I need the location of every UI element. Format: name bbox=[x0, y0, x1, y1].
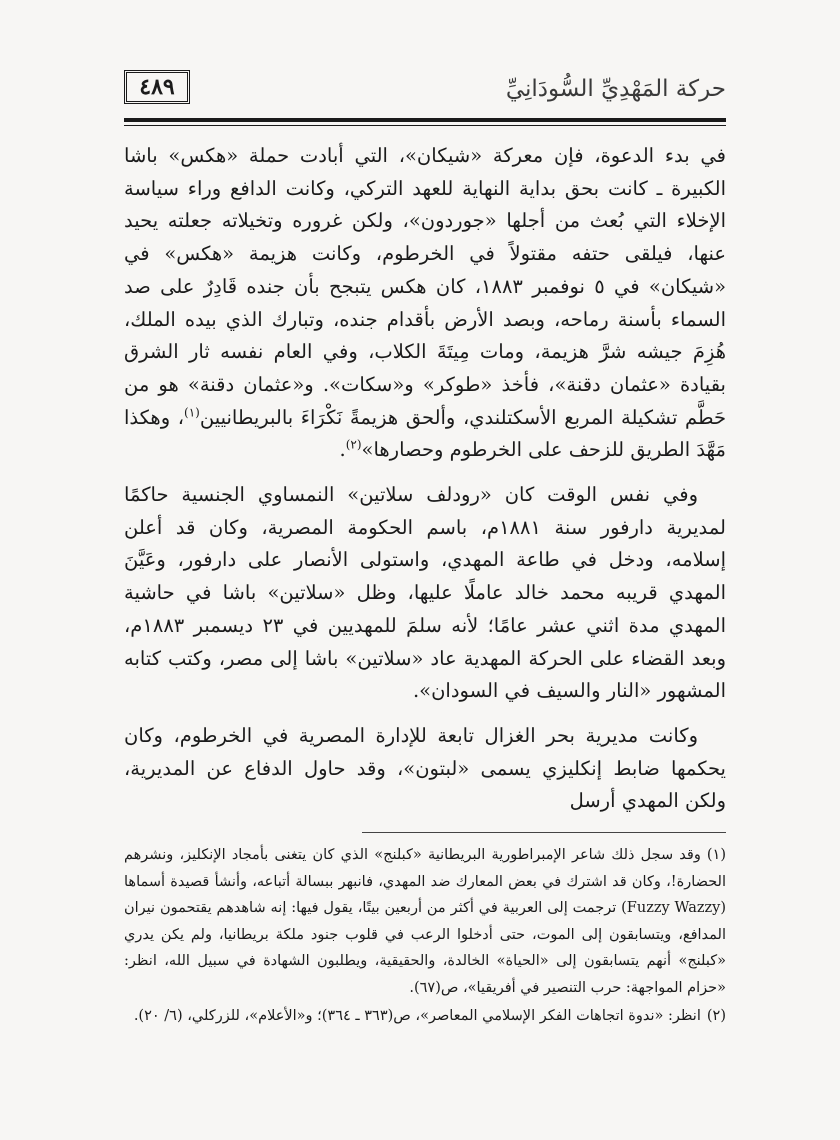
paragraph-3: وكانت مديرية بحر الغزال تابعة للإدارة المصرية في الخرطوم، وكان يحكمها ضابط إنكليزي يسمى «لبتون»، وقد حاول الدفاع عن المديرية، ولكن المهدي أرسل bbox=[124, 723, 726, 813]
running-title: حركة المَهْدِيِّ السُّودَانِيِّ bbox=[505, 76, 726, 102]
footnote-mark: (٢) bbox=[706, 1008, 726, 1024]
footnote-2: (٢)انظر: «ندوة اتجاهات الفكر الإسلامي المعاصر»، ص(٣٦٣ ـ ٣٦٤)؛ و«الأعلام»، للزركلي، (٦/ ٢٠). bbox=[133, 1008, 726, 1024]
footnotes bbox=[124, 842, 726, 1032]
main-text bbox=[124, 140, 726, 830]
header-rule-thin bbox=[124, 125, 726, 126]
footnote-mark: (١) bbox=[706, 847, 726, 863]
paragraph-2: وفي نفس الوقت كان «رودلف سلاتين» النمساوي الجنسية حاكمًا لمديرية دارفور سنة ١٨٨١م، باسم الحكومة المصرية، وكان قد أعلن إسلامه، ودخل في طاعة المهدي، واستولى الأنصار على دارفور، وعَيَّنَ المهدي قريبه محمد خالد عاملًا عليها، وظل «سلاتين» باشا في حاشية المهدي مدة اثني عشر عامًا؛ لأنه سلمَ للمهديين في ٢٣ ديسمبر ١٨٨٣م، وبعد القضاء على الحركة المهدية عاد «سلاتين» باشا إلى مصر، وكتب كتابه المشهور «النار والسيف في السودان». bbox=[124, 483, 727, 703]
footnote-separator bbox=[362, 832, 726, 833]
footnote-ref-1: (١) bbox=[184, 405, 200, 420]
paragraph-1: في بدء الدعوة، فإن معركة «شيكان»، التي أبادت حملة «هكس» باشا الكبيرة ـ كانت بحق بداية النهاية للعهد التركي، وكانت الدافع وراء سياسة الإخلاء التي بُعث من أجلها «جوردون»، ولكن غروره وتخيلاته جعلته يحيد عنها، فيلقى حتفه مقتولاً في الخرطوم، وكانت هزيمة «هكس» في «شيكان» في ٥ نوفمبر ١٨٨٣، كان هكس يتبجح بأن جنده قَادِرٌ على صد السماء بأسنة رماحه، وبصد الأرض بأقدام جنده، وتبارك الذي بيده الملك، هُزِمَ جيشه شرَّ هزيمة، ومات مِيتَةَ الكلاب، وفي العام نفسه ثار الشرق بقيادة «عثمان دقنة»، فأخذ «طوكر» و«سكات». و«عثمان دقنة» هو من حَطَّم تشكيلة المربع الأسكتلندي، وألحق هزيمةً نَكْرَاءَ بالبريطانيين$^{(١)}$، وهكذا مَهَّدَ الطريق للزحف على الخرطوم وحصارها»$^{(٢)}$. bbox=[124, 144, 727, 462]
footnote-1: (١)وقد سجل ذلك شاعر الإمبراطورية البريطانية «كبلنج» الذي كان يتغنى بأمجاد الإنكليز، ونشرهم الحضارة!، وكان قد اشترك في بعض المعارك ضد المهدي، فانبهر ببسالة أتباعه، وأنشأ قصيدة أسماها (Fuzzy Wazzy) ترجمت إلى العربية في أكثر من أربعين بيتًا، يقول فيها: إنه شاهدهم يقتحمون نيران المدافع، ويتسابقون إلى الموت، حتى أدخلوا الرعب في قلوب جنود ملكة بريطانيا، ولم يكن يدري «كبلنج» أنهم يتسابقون إلى «الحياة» الخالدة، والحقيقية، ويطلبون الشهادة في سبيل الله، انظر: «حزام المواجهة: حرب التنصير في أفريقيا»، ص(٦٧). bbox=[124, 847, 726, 996]
footnote-ref-2: (٢) bbox=[345, 437, 362, 452]
header-rule-thick bbox=[124, 118, 726, 122]
page-header bbox=[124, 62, 726, 114]
page-number: ٤٨٩ bbox=[124, 70, 190, 104]
